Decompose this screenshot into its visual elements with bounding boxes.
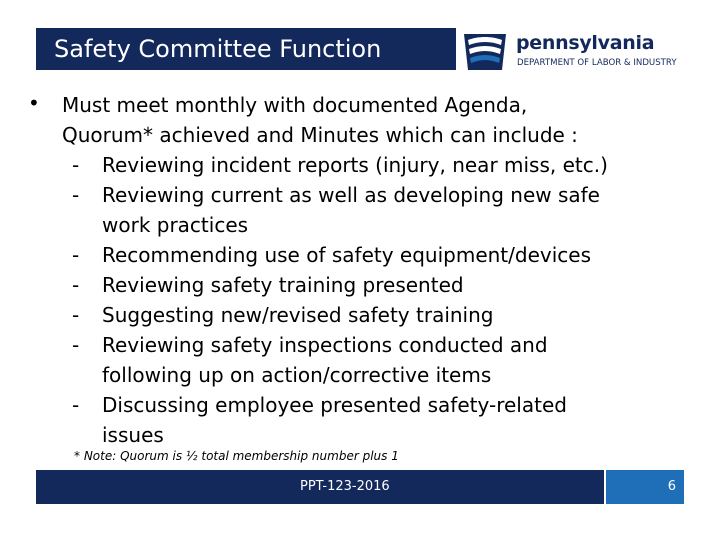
page-number: 6: [667, 479, 676, 494]
list-item: [28, 180, 708, 240]
list-item-text: Reviewing current as well as developing new safe: [102, 183, 600, 207]
list-item-text: Discussing employee presented safety-related: [102, 393, 567, 417]
list-item: [28, 330, 708, 390]
quorum-note: * Note: Quorum is ½ total membership number plus 1: [74, 449, 399, 463]
list-item-text-continued: following up on action/corrective items: [102, 363, 492, 387]
title-bar: [36, 28, 456, 70]
main-bullet: [28, 90, 708, 120]
bullet-text-line-2: Quorum* achieved and Minutes which can include :: [62, 123, 578, 147]
slide-body: [28, 90, 708, 450]
logo-department: DEPARTMENT OF LABOR & INDUSTRY: [517, 58, 677, 68]
list-item-text: Reviewing incident reports (injury, near miss, etc.): [102, 153, 608, 177]
dash-marker: -: [72, 273, 80, 297]
list-item-text-continued: issues: [102, 423, 164, 447]
list-item-text: Reviewing safety inspections conducted and: [102, 333, 548, 357]
list-item: [28, 300, 708, 330]
list-item-text: Suggesting new/revised safety training: [102, 303, 494, 327]
list-item: [28, 240, 708, 270]
slide-title: Safety Committee Function: [54, 35, 382, 63]
dash-marker: -: [72, 153, 80, 177]
list-item-text: Recommending use of safety equipment/devices: [102, 243, 591, 267]
footer-code: PPT-123-2016: [300, 479, 390, 494]
dash-marker: -: [72, 243, 80, 267]
dash-marker: -: [72, 393, 80, 417]
dash-marker: -: [72, 183, 80, 207]
list-item: [28, 270, 708, 300]
bullet-text-line-1: Must meet monthly with documented Agenda,: [62, 93, 528, 117]
dash-marker: -: [72, 303, 80, 327]
keystone-logo-icon: [462, 30, 508, 74]
list-item: [28, 150, 708, 180]
list-item-text-continued: work practices: [102, 213, 249, 237]
pennsylvania-logo: [462, 28, 692, 76]
list-item-text: Reviewing safety training presented: [102, 273, 464, 297]
bullet-dot-icon: •: [28, 91, 40, 115]
dash-marker: -: [72, 333, 80, 357]
logo-name: pennsylvania: [516, 32, 655, 54]
list-item: [28, 390, 708, 450]
